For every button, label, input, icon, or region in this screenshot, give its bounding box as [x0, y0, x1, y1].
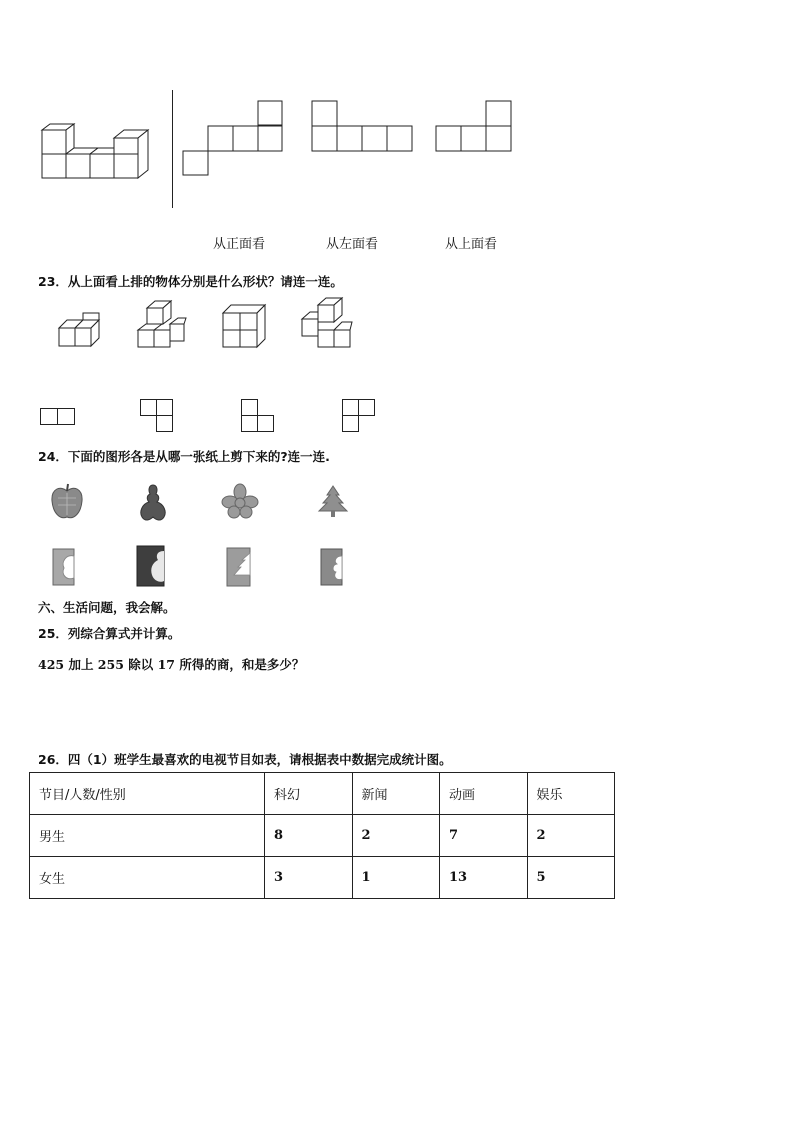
q23-view-1: [40, 408, 76, 426]
front-view-label: 从正面看: [213, 237, 266, 252]
q23-view-4: [342, 399, 378, 433]
section-6-title: 六、生活问题，我会解。: [38, 600, 176, 615]
cube-solid-figure: [40, 124, 155, 182]
flower-shape-icon: [222, 484, 258, 518]
q23-object-3: [222, 304, 268, 348]
question-26: 26．四（1）班学生最喜欢的电视节目如表，请根据表中数据完成统计图。: [38, 752, 452, 767]
table-cell: 5: [527, 857, 615, 899]
tree-shape-icon: [317, 485, 349, 519]
top-view-figure: [436, 101, 514, 153]
tv-program-table: [29, 772, 615, 899]
table-cell: 13: [440, 857, 527, 899]
left-view-label: 从左面看: [326, 237, 379, 252]
paper-tree-cut-icon: [226, 547, 252, 587]
table-row: [30, 815, 615, 857]
table-header-cell: 科幻: [265, 773, 352, 815]
q23-object-2: [137, 300, 187, 350]
table-cell: 女生: [30, 857, 265, 899]
apple-shape-icon: [50, 483, 84, 521]
table-cell: 8: [265, 815, 352, 857]
q23-view-3: [241, 399, 277, 433]
q23-object-1: [57, 312, 105, 348]
table-cell: 2: [527, 815, 615, 857]
divider-line: [172, 90, 173, 208]
table-header-cell: 娱乐: [527, 773, 615, 815]
question-24: 24．下面的图形各是从哪一张纸上剪下来的?连一连.: [38, 449, 330, 464]
q23-view-2: [140, 399, 176, 433]
question-25: 25．列综合算式并计算。: [38, 626, 181, 641]
table-header-cell: 动画: [440, 773, 527, 815]
table-header-cell: 新闻: [352, 773, 439, 815]
question-25-problem: 425 加上 255 除以 17 所得的商，和是多少？: [38, 657, 305, 672]
table-header-cell: 节目/人数/性别: [30, 773, 265, 815]
top-view-label: 从上面看: [445, 237, 498, 252]
table-cell: 3: [265, 857, 352, 899]
table-cell: 7: [440, 815, 527, 857]
question-23: 23．从上面看上排的物体分别是什么形状？请连一连。: [38, 274, 343, 289]
paper-flower-cut-icon: [320, 548, 344, 586]
table-header-row: [30, 773, 615, 815]
table-cell: 1: [352, 857, 439, 899]
left-view-figure: [312, 101, 414, 153]
table-cell: 2: [352, 815, 439, 857]
table-cell: 男生: [30, 815, 265, 857]
table-row: [30, 857, 615, 899]
paper-gourd-cut-icon: [136, 545, 166, 587]
gourd-shape-icon: [138, 484, 168, 522]
front-view-figure: [183, 101, 283, 176]
q23-object-4: [300, 297, 354, 349]
paper-apple-cut-icon: [52, 548, 76, 586]
